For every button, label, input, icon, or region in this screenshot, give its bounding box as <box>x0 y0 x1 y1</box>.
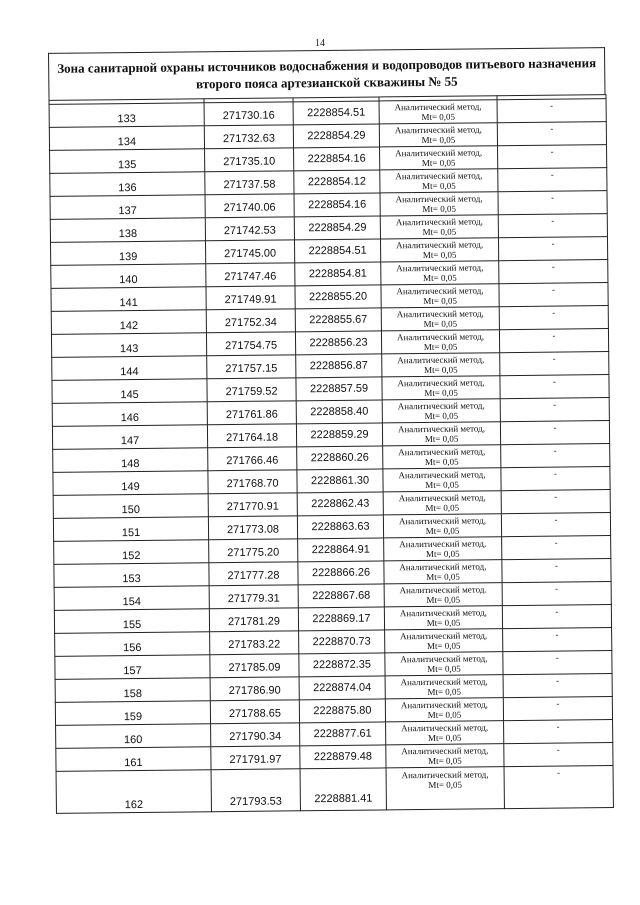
method-cell <box>385 675 503 699</box>
point-number: 146 <box>52 402 207 427</box>
method-cell <box>385 629 503 653</box>
coord-y: 2228857.59 <box>296 377 382 401</box>
accuracy-text: Mt= 0,05 <box>427 732 462 743</box>
accuracy-text: Mt= 0,05 <box>424 364 458 375</box>
coord-x: 271735.10 <box>205 148 294 172</box>
note-cell: - <box>498 168 607 192</box>
note-cell: - <box>500 398 609 422</box>
method-cell <box>384 583 502 607</box>
coord-y: 2228859.29 <box>296 423 382 447</box>
coord-x: 271754.75 <box>206 332 295 356</box>
coord-x: 271793.53 <box>211 769 300 812</box>
method-cell <box>383 468 501 492</box>
accuracy-text: Mt= 0,05 <box>421 134 456 146</box>
point-number: 161 <box>56 747 211 772</box>
accuracy-text: Mt= 0,05 <box>423 295 457 306</box>
table-row <box>56 766 613 814</box>
accuracy-text: Mt= 0,05 <box>425 502 460 513</box>
method-cell <box>384 606 502 630</box>
note-cell: - <box>504 720 613 744</box>
note-cell: - <box>499 329 608 353</box>
method-text: Аналитический метод, <box>396 262 484 274</box>
point-number: 151 <box>53 517 208 542</box>
coord-x: 271745.00 <box>205 240 294 264</box>
coord-x: 271761.86 <box>207 401 296 425</box>
method-text: Аналитический метод, <box>401 722 489 734</box>
coord-x: 271775.20 <box>209 539 298 563</box>
accuracy-text: Mt= 0,05 <box>423 272 457 284</box>
method-text: Аналитический метод, <box>401 769 489 781</box>
method-text: Аналитический метод, <box>399 561 487 573</box>
method-text: Аналитический метод, <box>396 308 484 320</box>
coord-y: 2228854.16 <box>294 147 380 171</box>
title-line-2: второго пояса артезианской скважины № 55 <box>195 73 458 92</box>
coord-y: 2228854.12 <box>294 170 380 194</box>
coord-y: 2228867.68 <box>298 584 384 608</box>
point-number: 160 <box>56 724 211 749</box>
accuracy-text: Mt= 0,05 <box>423 341 458 352</box>
coord-y: 2228881.41 <box>300 768 386 811</box>
coord-y: 2228877.61 <box>300 722 386 746</box>
accuracy-text: Mt= 0,05 <box>422 203 457 215</box>
accuracy-text: Mt= 0,05 <box>424 387 458 398</box>
point-number: 149 <box>53 471 208 496</box>
coord-x: 271764.18 <box>207 424 296 448</box>
method-text: Аналитический метод, <box>399 607 487 619</box>
coord-x: 271742.53 <box>205 217 294 241</box>
coord-y: 2228864.91 <box>298 538 384 562</box>
coord-x: 271732.63 <box>204 125 293 149</box>
method-cell <box>381 284 499 308</box>
point-number: 139 <box>50 241 205 266</box>
coordinates-table-body <box>49 95 613 814</box>
method-cell <box>382 376 500 400</box>
accuracy-text: Mt= 0,05 <box>421 157 456 169</box>
note-cell: - <box>497 99 606 123</box>
coord-x: 271730.16 <box>204 102 293 126</box>
point-number: 135 <box>50 149 205 174</box>
point-number: 141 <box>51 287 206 312</box>
note-cell: - <box>501 490 610 514</box>
method-text: Аналитический метод, <box>397 377 485 389</box>
method-cell <box>381 261 499 285</box>
coord-y: 2228870.73 <box>299 630 385 654</box>
accuracy-text: Mt= 0,05 <box>427 709 462 720</box>
method-text: Аналитический метод, <box>394 124 482 136</box>
point-number: 158 <box>55 678 210 703</box>
note-cell: - <box>499 306 608 330</box>
coord-x: 271768.70 <box>208 470 297 494</box>
coord-x: 271786.90 <box>210 677 299 701</box>
method-cell <box>380 146 498 170</box>
accuracy-text: Mt= 0,05 <box>422 180 456 192</box>
point-number: 140 <box>51 264 206 289</box>
accuracy-text: Mt= 0,05 <box>424 456 459 467</box>
note-cell: - <box>504 743 613 767</box>
coord-x: 271781.29 <box>209 608 298 632</box>
point-number: 148 <box>53 448 208 473</box>
point-number: 156 <box>55 632 210 657</box>
note-cell: - <box>503 651 612 675</box>
coord-y: 2228858.40 <box>296 400 382 424</box>
accuracy-text: Mt= 0,05 <box>421 111 456 123</box>
accuracy-text: Mt= 0,05 <box>422 249 457 261</box>
method-text: Аналитический метод, <box>394 101 482 113</box>
method-text: Аналитический метод, <box>395 239 484 251</box>
coord-y: 2228854.29 <box>293 124 379 148</box>
point-number: 155 <box>54 609 209 634</box>
accuracy-text: Mt= 0,05 <box>426 640 461 651</box>
accuracy-text: Mt= 0,05 <box>424 410 459 421</box>
method-cell <box>386 721 504 745</box>
method-text: Аналитический метод, <box>397 354 485 366</box>
point-number: 144 <box>52 356 207 381</box>
method-cell <box>382 422 500 446</box>
note-cell: - <box>503 628 612 652</box>
coord-x: 271759.52 <box>207 378 296 402</box>
coord-y: 2228875.80 <box>299 699 385 723</box>
method-cell <box>383 514 501 538</box>
note-cell: - <box>502 582 611 606</box>
coord-x: 271737.58 <box>205 171 294 195</box>
method-text: Аналитический метод, <box>398 469 486 481</box>
title-line-1: Зона санитарной охраны источников водоснабжения и водопроводов питьевого назначения <box>57 55 597 76</box>
accuracy-text: Mt= 0,05 <box>428 755 462 766</box>
coord-x: 271779.31 <box>209 585 298 609</box>
point-number: 133 <box>49 103 204 128</box>
method-cell <box>380 215 498 239</box>
point-number: 143 <box>51 333 206 358</box>
coord-y: 2228860.26 <box>297 446 383 470</box>
note-cell: - <box>498 214 607 238</box>
coord-x: 271740.06 <box>205 194 294 218</box>
note-cell: - <box>501 467 610 491</box>
coord-x: 271788.65 <box>210 700 299 724</box>
note-cell: - <box>502 536 611 560</box>
accuracy-text: Mt= 0,05 <box>426 617 461 628</box>
note-cell: - <box>498 191 607 215</box>
accuracy-text: Mt= 0,05 <box>426 571 460 582</box>
coord-x: 271783.22 <box>210 631 299 655</box>
method-cell <box>384 537 502 561</box>
method-text: Аналитический метод, <box>395 170 483 182</box>
method-cell <box>383 445 501 469</box>
note-cell: - <box>500 352 609 376</box>
note-cell: - <box>497 122 606 146</box>
method-cell <box>386 767 504 810</box>
note-cell: - <box>499 260 608 284</box>
method-cell <box>379 100 497 124</box>
note-cell: - <box>501 444 610 468</box>
note-cell: - <box>498 145 607 169</box>
document-sheet <box>48 47 613 814</box>
point-number: 153 <box>54 563 209 588</box>
point-number: 136 <box>50 172 205 197</box>
method-cell <box>380 192 498 216</box>
coord-x: 271747.46 <box>206 263 295 287</box>
point-number: 137 <box>50 195 205 220</box>
coord-y: 2228869.17 <box>298 607 384 631</box>
accuracy-text: Mt= 0,05 <box>427 663 461 674</box>
method-text: Аналитический метод, <box>397 423 486 435</box>
page-number: 14 <box>315 38 325 49</box>
note-cell: - <box>504 766 613 809</box>
point-number: 157 <box>55 655 210 680</box>
coord-y: 2228856.87 <box>296 354 382 378</box>
method-cell <box>385 652 503 676</box>
coord-x: 271749.91 <box>206 286 295 310</box>
coord-x: 271777.28 <box>209 562 298 586</box>
coord-x: 271790.34 <box>211 723 300 747</box>
accuracy-text: Mt= 0,05 <box>425 525 460 536</box>
point-number: 159 <box>55 701 210 726</box>
coord-y: 2228854.51 <box>293 101 379 125</box>
coord-x: 271785.09 <box>210 654 299 678</box>
method-cell <box>383 491 501 515</box>
coordinates-table <box>49 94 614 814</box>
method-cell <box>381 307 499 331</box>
point-number: 162 <box>56 770 211 814</box>
coord-y: 2228854.29 <box>294 216 380 240</box>
point-number: 152 <box>54 540 209 565</box>
point-number: 145 <box>52 379 207 404</box>
method-cell <box>384 560 502 584</box>
accuracy-text: Mt= 0,05 <box>427 686 462 697</box>
method-text: Аналитический метод, <box>400 676 488 688</box>
coord-y: 2228862.43 <box>297 492 383 516</box>
coord-y: 2228866.26 <box>298 561 384 585</box>
point-number: 142 <box>51 310 206 335</box>
method-cell <box>380 238 498 262</box>
accuracy-text: Mt= 0,05 <box>423 318 458 329</box>
note-cell: - <box>502 559 611 583</box>
note-cell: - <box>503 697 612 721</box>
point-number: 154 <box>54 586 209 611</box>
accuracy-text: Mt= 0,05 <box>428 779 463 790</box>
method-text: Аналитический метод. <box>399 584 487 596</box>
coord-y: 2228856.23 <box>295 331 381 355</box>
method-cell <box>385 698 503 722</box>
method-text: Аналитический метод, <box>398 492 486 504</box>
method-cell <box>382 353 500 377</box>
coord-y: 2228854.81 <box>295 262 381 286</box>
method-text: Аналитический метод, <box>395 147 483 159</box>
coord-x: 271752.34 <box>206 309 295 333</box>
point-number: 138 <box>50 218 205 243</box>
coord-y: 2228854.51 <box>294 239 380 263</box>
coord-y: 2228855.20 <box>295 285 381 309</box>
method-text: Аналитический метод, <box>397 400 485 412</box>
coord-y: 2228874.04 <box>299 676 385 700</box>
point-number: 150 <box>53 494 208 519</box>
method-cell <box>380 169 498 193</box>
method-cell <box>379 123 497 147</box>
note-cell: - <box>500 375 609 399</box>
coord-x: 271791.97 <box>211 746 300 770</box>
method-text: Аналитический метод, <box>401 745 489 757</box>
method-text: Аналитический метод, <box>396 285 484 297</box>
method-text: Аналитический метод, <box>399 538 487 550</box>
coord-y: 2228861.30 <box>297 469 383 493</box>
point-number: 134 <box>49 126 204 151</box>
coord-y: 2228854.16 <box>294 193 380 217</box>
accuracy-text: Mt= 0,05 <box>425 479 459 490</box>
coord-y: 2228863.63 <box>297 515 383 539</box>
method-text: Аналитический метод, <box>398 515 487 527</box>
accuracy-text: Mt= 0,05 <box>424 433 459 444</box>
coord-x: 271757.15 <box>207 355 296 379</box>
coord-x: 271770.91 <box>208 493 297 517</box>
coord-y: 2228872.35 <box>299 653 385 677</box>
method-text: Аналитический метод, <box>395 216 483 228</box>
note-cell: - <box>500 421 609 445</box>
method-text: Аналитический метод, <box>398 446 486 458</box>
note-cell: - <box>501 513 610 537</box>
method-text: Аналитический метод, <box>396 331 485 343</box>
method-text: Аналитический метод, <box>400 653 488 665</box>
point-number: 147 <box>52 425 207 450</box>
note-cell: - <box>503 674 612 698</box>
method-text: Аналитический метод, <box>400 630 488 642</box>
note-cell: - <box>499 283 608 307</box>
accuracy-text: Mt= 0,05 <box>425 548 460 559</box>
method-text: Аналитический метод, <box>395 193 483 205</box>
coord-y: 2228855.67 <box>295 308 381 332</box>
method-text: Аналитический метод, <box>400 699 488 711</box>
method-cell <box>382 399 500 423</box>
coord-y: 2228879.48 <box>300 745 386 769</box>
accuracy-text: Mt= 0,05 <box>426 594 461 605</box>
accuracy-text: Mt= 0,05 <box>422 226 457 238</box>
note-cell: - <box>498 237 607 261</box>
table-title <box>48 47 605 100</box>
coord-x: 271773.08 <box>208 516 297 540</box>
coord-x: 271766.46 <box>208 447 297 471</box>
method-cell <box>381 330 499 354</box>
method-cell <box>386 744 504 768</box>
note-cell: - <box>502 605 611 629</box>
